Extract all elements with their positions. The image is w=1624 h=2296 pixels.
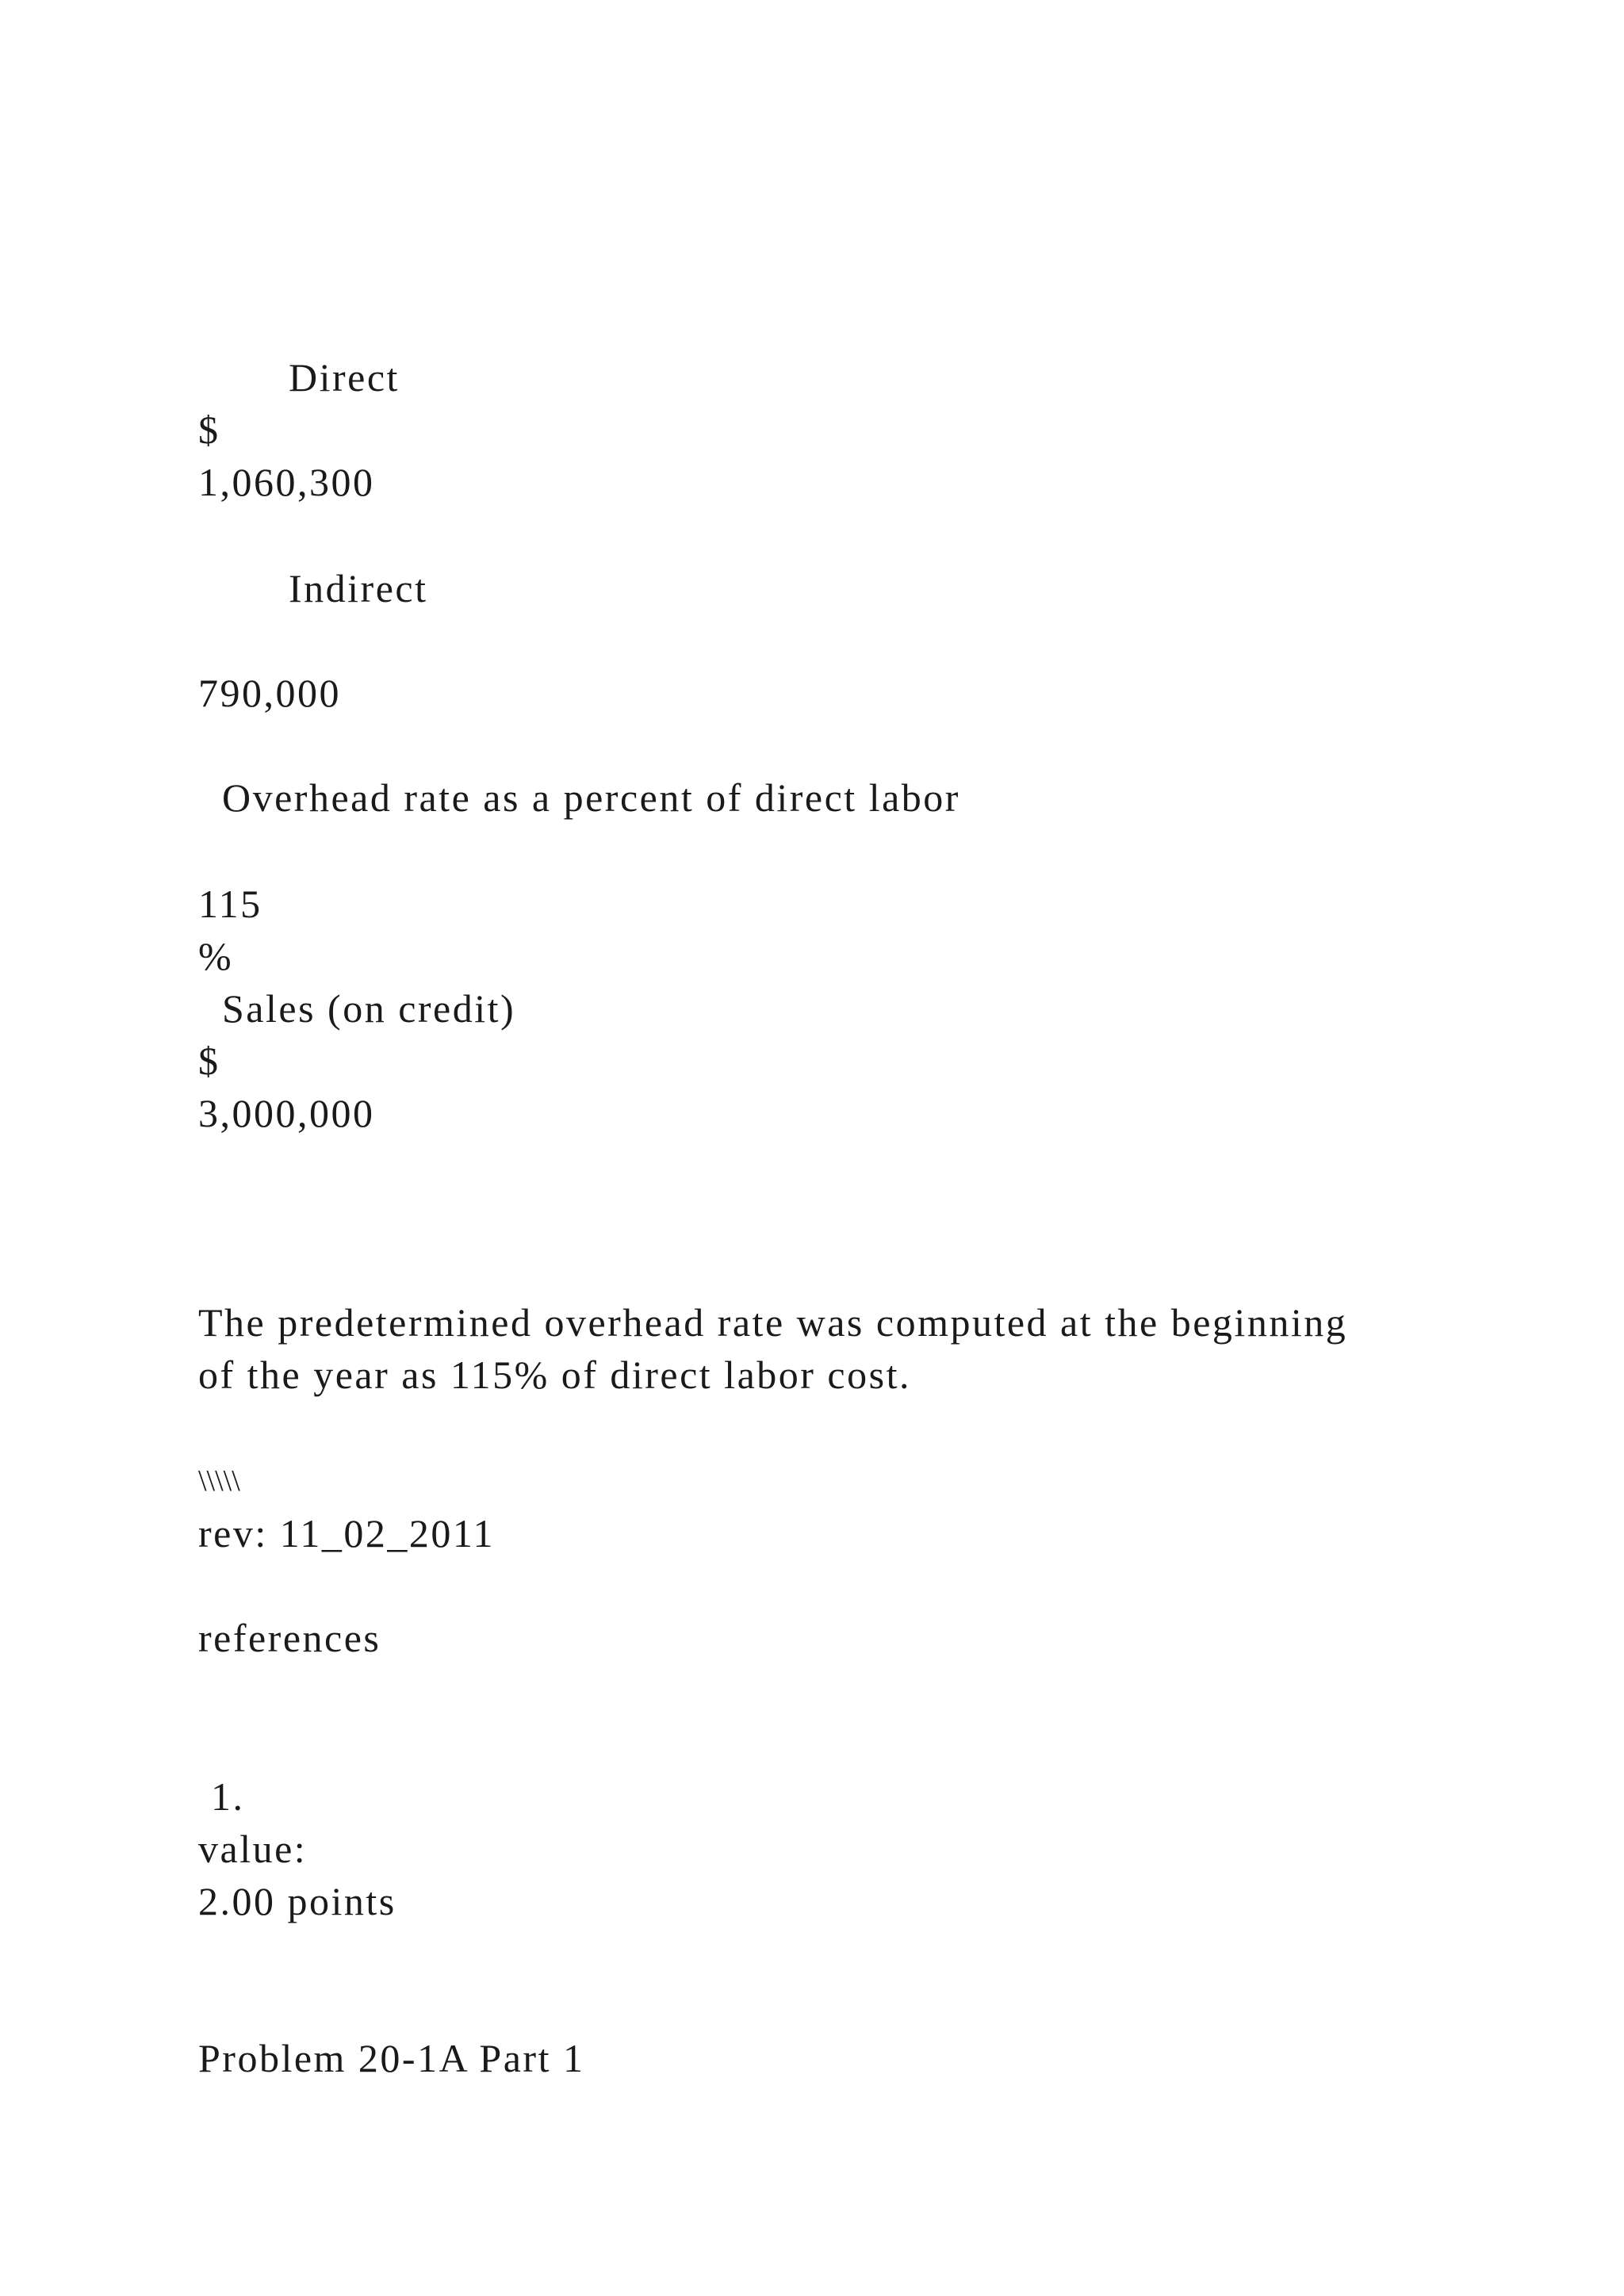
problem-title: Problem 20-1A Part 1 (198, 2036, 585, 2080)
note-line-2: of the year as 115% of direct labor cost. (198, 1353, 911, 1397)
sales-amount: 3,000,000 (198, 1091, 375, 1135)
direct-amount: 1,060,300 (198, 460, 375, 504)
indirect-label: Indirect (289, 566, 428, 610)
sales-currency: $ (198, 1039, 220, 1083)
overhead-rate-label: Overhead rate as a percent of direct labor (222, 775, 960, 820)
overhead-rate-unit: % (198, 934, 234, 978)
slash-marker: \\\\\ (198, 1464, 240, 1498)
references-link[interactable]: references (198, 1616, 381, 1660)
revision-text: rev: 11_02_2011 (198, 1511, 496, 1556)
note-line-1: The predetermined overhead rate was computed at the beginning (198, 1300, 1348, 1345)
overhead-rate-value: 115 (198, 882, 262, 926)
question-points: 2.00 points (198, 1879, 396, 1923)
direct-label: Direct (289, 355, 400, 400)
direct-currency: $ (198, 408, 220, 452)
indirect-amount: 790,000 (198, 671, 341, 715)
question-number: 1. (211, 1774, 245, 1819)
question-value-label: value: (198, 1827, 308, 1871)
sales-label: Sales (on credit) (222, 986, 516, 1031)
